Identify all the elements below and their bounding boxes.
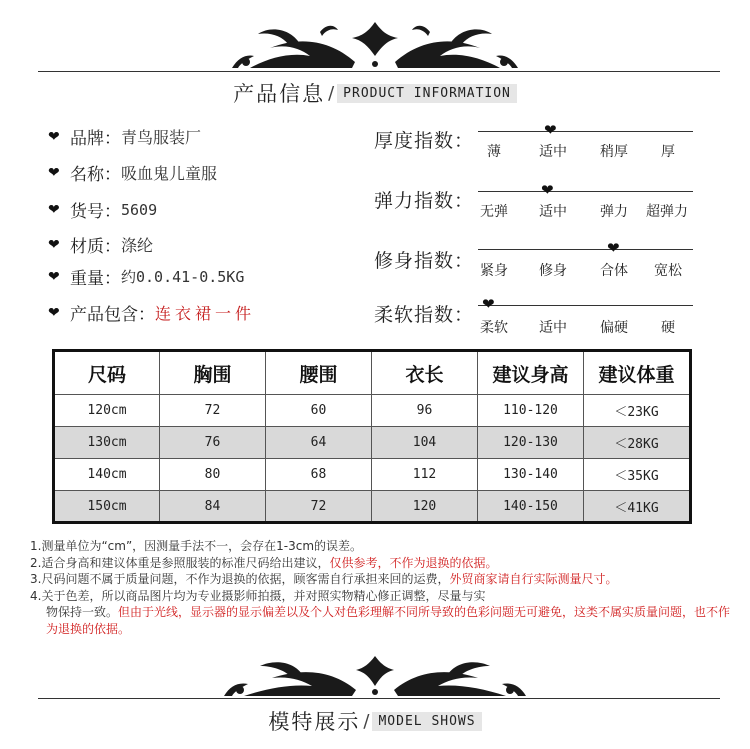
info-label: 名称：	[70, 165, 121, 185]
note-4-highlight: 但由于光线，显示器的显示偏差以及个人对色彩理解不同所导致的色彩问题无可避免，这类不属实质量问题，也不作为退换的依据。	[46, 605, 731, 636]
table-cell: 120cm	[54, 395, 160, 427]
heart-marker-icon: ❤	[544, 121, 557, 139]
model-shows-title-cn: 模特展示	[268, 710, 361, 734]
note-4-text: 4.关于色差，所以商品图片均为专业摄影师拍摄，并对照实物精心修正调整，尽量与实	[30, 588, 486, 603]
info-label: 品牌：	[70, 129, 121, 149]
size-chart-table	[52, 349, 692, 524]
table-cell: 140cm	[54, 459, 160, 491]
index-option: 宽松	[654, 263, 682, 279]
info-row-package	[48, 300, 255, 325]
index-scale-line	[478, 305, 693, 306]
index-option: 修身	[539, 263, 567, 279]
bottom-ornament-decoration	[0, 654, 750, 698]
note-3-text: 3.尺码问题不属于质量问题，不作为退换的依据，顾客需自行承担来回的运费，	[30, 572, 450, 586]
index-label: 厚度指数：	[374, 130, 475, 152]
table-cell: 110-120	[478, 395, 584, 427]
note-3-highlight: 外贸商家请自行实际测量尺寸。	[449, 572, 618, 586]
table-cell: 72	[160, 395, 266, 427]
index-option: 偏硬	[600, 320, 628, 336]
table-cell: 150cm	[54, 491, 160, 523]
table-cell: 76	[160, 427, 266, 459]
table-cell: ＜23KG	[584, 395, 691, 427]
info-label: 材质：	[70, 237, 121, 257]
product-info-title-en: PRODUCT INFORMATION	[337, 84, 517, 103]
product-info-heading	[0, 78, 750, 108]
info-value: 涤纶	[121, 236, 154, 255]
table-cell: ＜35KG	[584, 459, 691, 491]
table-header-row	[54, 351, 691, 395]
info-label: 重量：	[70, 269, 121, 289]
notes-section	[30, 538, 742, 637]
index-label: 柔软指数：	[374, 304, 475, 326]
index-option: 稍厚	[600, 144, 628, 160]
note-2-highlight: 仅供参考，不作为退换的依据。	[329, 555, 498, 570]
heart-marker-icon: ❤	[607, 239, 620, 257]
heart-marker-icon: ❤	[541, 181, 554, 199]
note-4-text-cont: 物保持一致。	[46, 605, 119, 619]
info-value: 5609	[121, 200, 158, 219]
heart-icon: ❤	[48, 201, 60, 218]
table-cell: 130-140	[478, 459, 584, 491]
table-cell: ＜41KG	[584, 491, 691, 523]
top-ornament-decoration	[0, 18, 750, 74]
column-header: 建议身高	[478, 351, 584, 395]
table-cell: 80	[160, 459, 266, 491]
info-label: 产品包含：	[70, 305, 155, 325]
note-2	[30, 555, 742, 572]
info-value: 约0.0.41-0.5KG	[121, 268, 245, 286]
product-info-title-cn: 产品信息	[233, 82, 326, 106]
note-4-continued	[30, 604, 742, 637]
heart-icon: ❤	[48, 304, 60, 321]
index-option: 紧身	[480, 263, 508, 279]
heading-slash: /	[328, 82, 335, 104]
model-shows-heading	[0, 706, 750, 736]
index-scale-line	[478, 131, 693, 132]
note-1: 1.测量单位为“cm”，因测量手法不一，会存在1-3cm的误差。	[30, 539, 363, 553]
table-cell: 120	[372, 491, 478, 523]
table-row	[54, 459, 691, 491]
heart-marker-icon: ❤	[482, 295, 495, 313]
info-value: 吸血鬼儿童服	[121, 164, 218, 183]
heart-icon: ❤	[48, 236, 60, 253]
index-label: 弹力指数：	[374, 190, 475, 212]
table-cell: 140-150	[478, 491, 584, 523]
column-header: 腰围	[266, 351, 372, 395]
column-header: 尺码	[54, 351, 160, 395]
index-option: 适中	[539, 320, 567, 336]
index-option: 超弹力	[646, 204, 688, 220]
index-label: 修身指数：	[374, 250, 475, 272]
index-option: 硬	[661, 320, 675, 336]
info-row-name	[48, 160, 217, 185]
heading-slash: /	[363, 710, 370, 732]
info-label: 货号：	[70, 202, 121, 222]
table-cell: 104	[372, 427, 478, 459]
index-option: 厚	[661, 144, 675, 160]
info-row-weight	[48, 264, 244, 289]
table-cell: 68	[266, 459, 372, 491]
index-option: 适中	[539, 144, 567, 160]
table-cell: 60	[266, 395, 372, 427]
table-cell: 120-130	[478, 427, 584, 459]
heart-icon: ❤	[48, 164, 60, 181]
table-cell: ＜28KG	[584, 427, 691, 459]
index-option: 无弹	[480, 204, 508, 220]
table-cell: 84	[160, 491, 266, 523]
column-header: 衣长	[372, 351, 478, 395]
column-header: 胸围	[160, 351, 266, 395]
note-3	[30, 571, 742, 588]
info-row-material	[48, 232, 153, 257]
column-header: 建议体重	[584, 351, 691, 395]
table-cell: 112	[372, 459, 478, 491]
info-value: 青鸟服装厂	[121, 128, 202, 147]
note-4	[30, 588, 742, 605]
index-option: 柔软	[480, 320, 508, 336]
model-shows-title-en: MODEL SHOWS	[372, 712, 481, 731]
index-option: 合体	[600, 263, 628, 279]
top-divider	[38, 71, 720, 72]
info-row-item-number	[48, 197, 157, 222]
heart-icon: ❤	[48, 268, 60, 285]
table-cell: 72	[266, 491, 372, 523]
table-row	[54, 427, 691, 459]
note-2-text: 2.适合身高和建议体重是参照服装的标准尺码给出建议，	[30, 555, 330, 570]
index-scale-line	[478, 249, 693, 250]
table-cell: 64	[266, 427, 372, 459]
table-cell: 96	[372, 395, 478, 427]
info-value: 连衣裙一件	[155, 304, 256, 323]
heart-icon: ❤	[48, 128, 60, 145]
index-option: 薄	[487, 144, 501, 160]
table-row	[54, 395, 691, 427]
index-option: 适中	[539, 204, 567, 220]
index-option: 弹力	[600, 204, 628, 220]
info-row-brand	[48, 124, 201, 149]
table-cell: 130cm	[54, 427, 160, 459]
bottom-divider	[38, 698, 720, 699]
table-row	[54, 491, 691, 523]
index-scale-line	[478, 191, 693, 192]
